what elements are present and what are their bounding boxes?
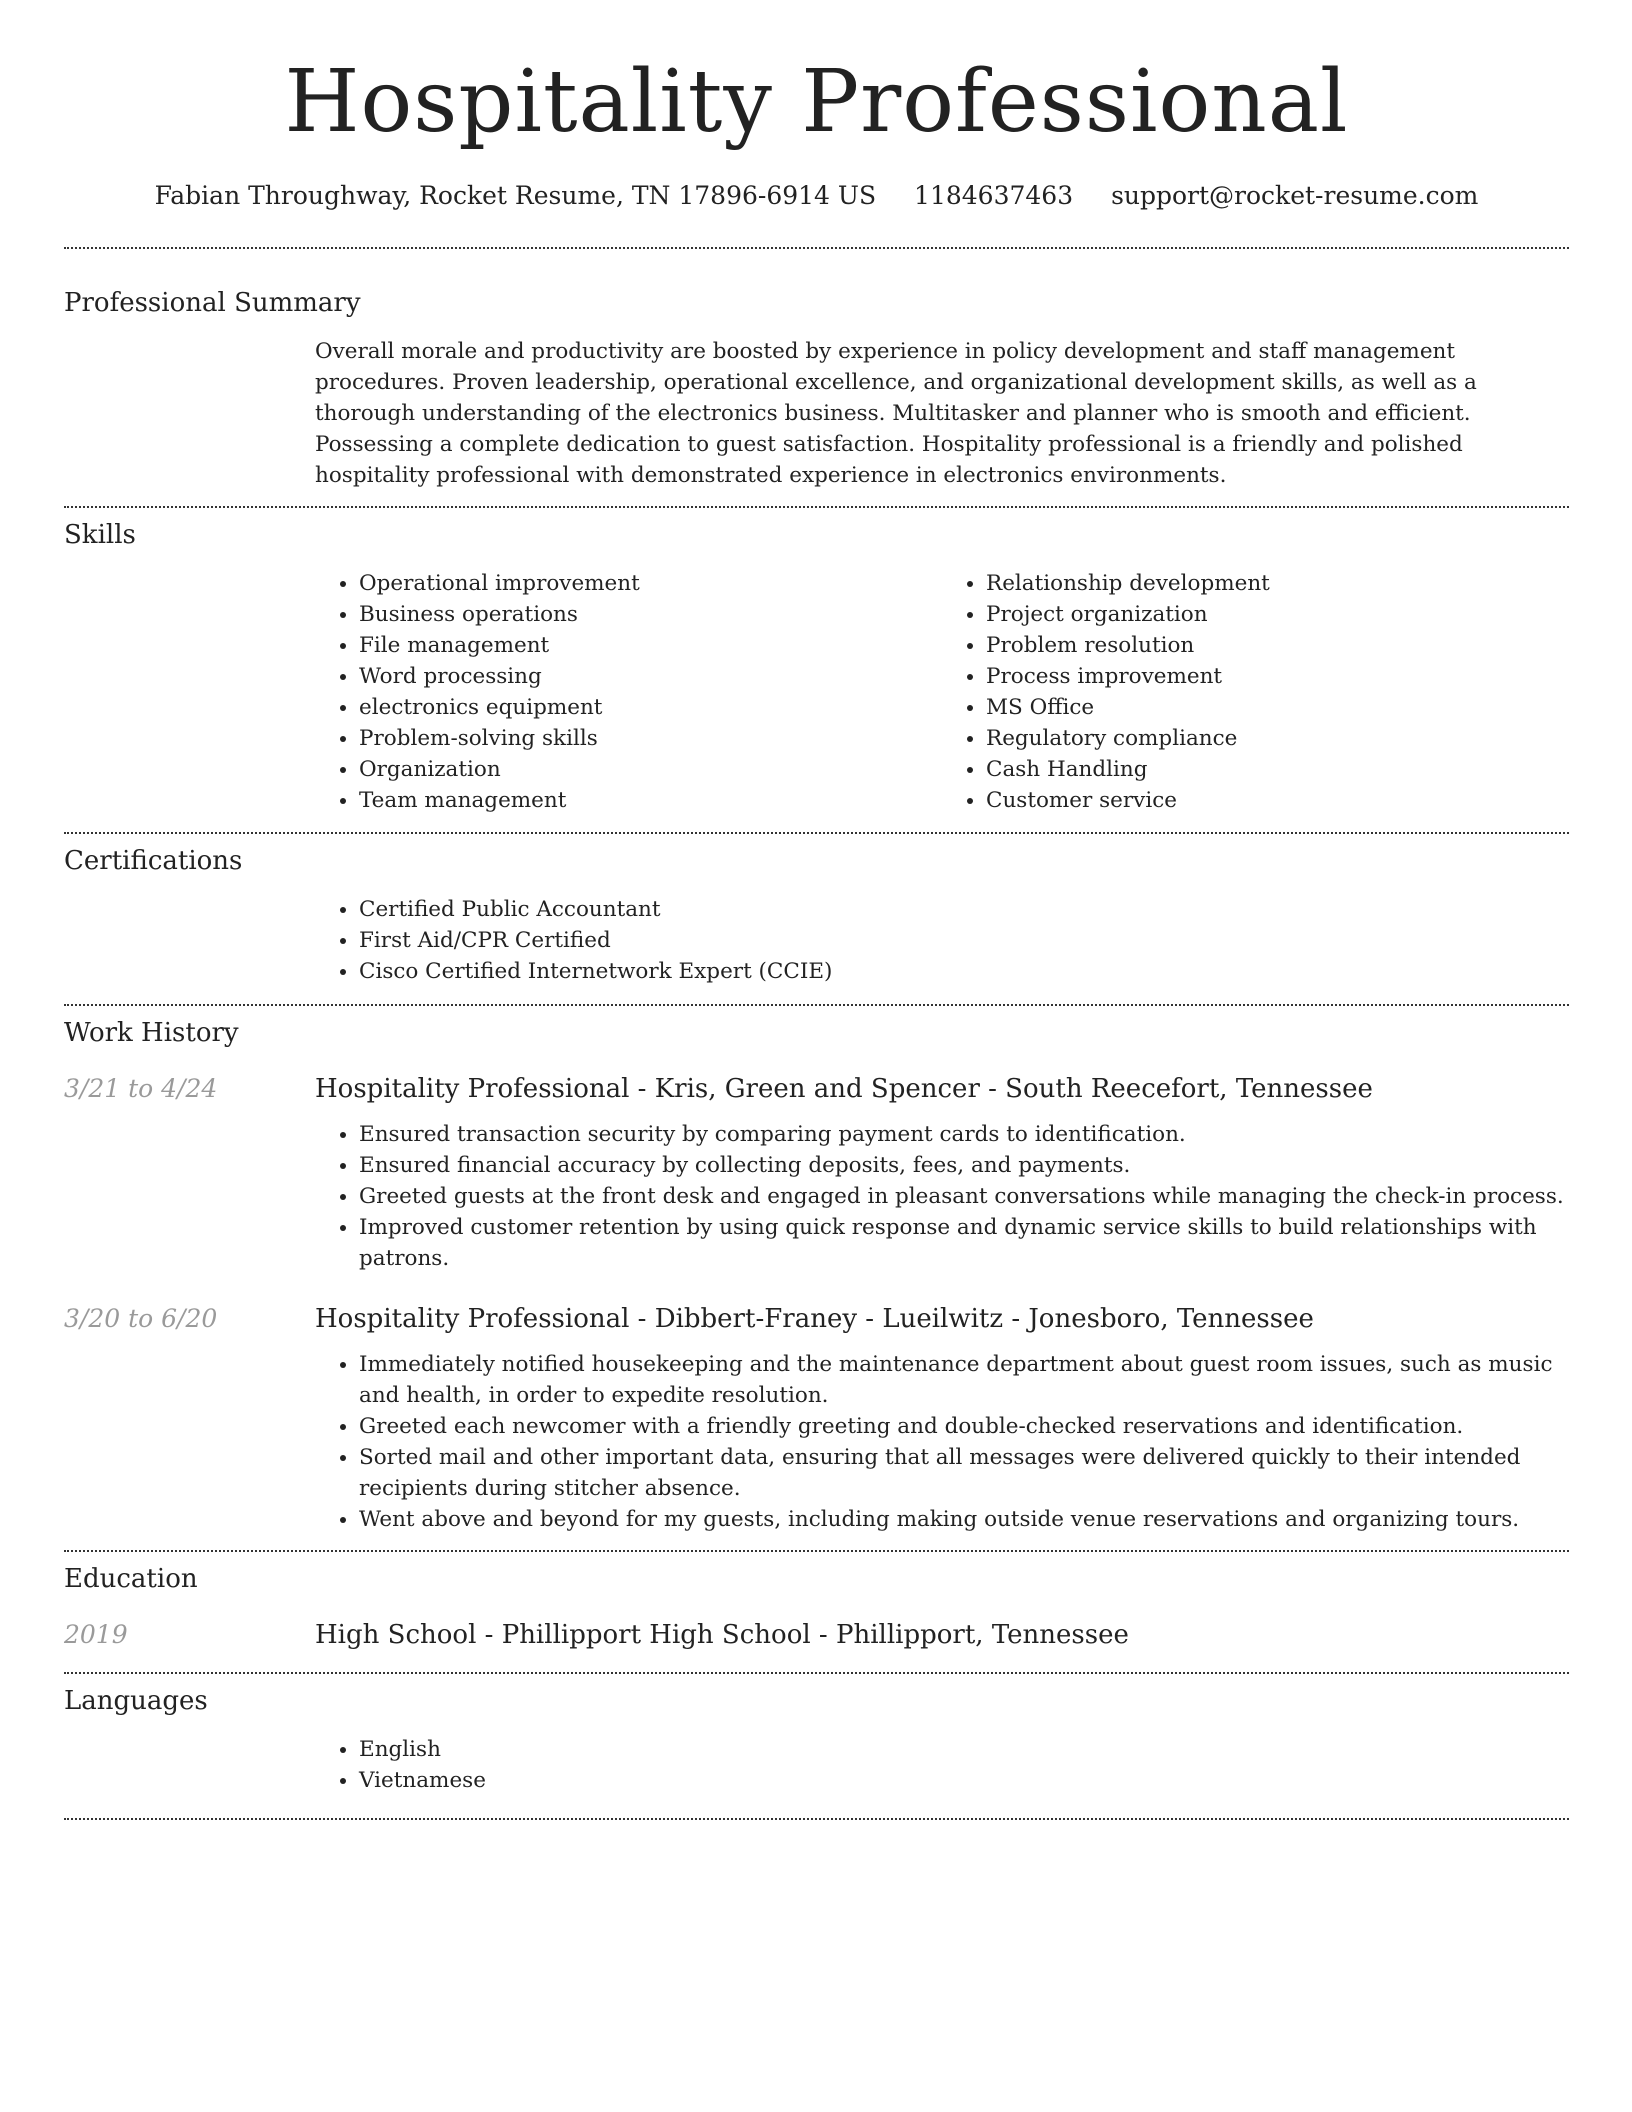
language-item: • English (359, 1734, 1569, 1765)
skill-item: • Team management (359, 785, 942, 816)
job-bullet: • Ensured financial accuracy by collecting deposits, fees, and payments. (359, 1150, 1569, 1181)
divider (64, 1004, 1569, 1006)
skill-item: • Regulatory compliance (986, 723, 1569, 754)
contact-address: Fabian Throughway, Rocket Resume, TN 17896-6914 US (154, 181, 877, 210)
languages-list (315, 1734, 1569, 1796)
certification-item: • Certified Public Accountant (359, 894, 1569, 925)
languages-heading: Languages (64, 1686, 208, 1716)
job-bullet: • Went above and beyond for my guests, including making outside venue reservations and organizing tours. (359, 1504, 1569, 1535)
summary-section (64, 286, 1569, 491)
skill-item: • Problem resolution (986, 630, 1569, 661)
job-bullet: • Improved customer retention by using quick response and dynamic service skills to build relationships with patrons. (359, 1212, 1569, 1274)
skill-item: • Word processing (359, 661, 942, 692)
divider (64, 1672, 1569, 1674)
skill-item: • Relationship development (986, 568, 1569, 599)
job-bullet: • Ensured transaction security by comparing payment cards to identification. (359, 1119, 1569, 1150)
divider (64, 832, 1569, 834)
skill-item: • Organization (359, 754, 942, 785)
contact-line (64, 180, 1569, 212)
job-bullets (315, 1349, 1569, 1535)
job-entry (64, 1302, 1569, 1535)
skill-item: • File management (359, 630, 942, 661)
certifications-section (64, 844, 1569, 987)
certifications-heading: Certifications (64, 846, 243, 876)
skill-item: • Operational improvement (359, 568, 942, 599)
resume-title: Hospitality Professional (284, 52, 1349, 152)
job-bullet: • Greeted guests at the front desk and engaged in pleasant conversations while managing the check-in process. (359, 1181, 1569, 1212)
job-title: Hospitality Professional - Dibbert-Franey - Lueilwitz - Jonesboro, Tennessee (315, 1304, 1314, 1334)
divider (64, 506, 1569, 508)
resume-page (64, 0, 1569, 1820)
skill-item: • Customer service (986, 785, 1569, 816)
skill-item: • Business operations (359, 599, 942, 630)
certifications-list (315, 894, 1569, 987)
skill-item: • Problem-solving skills (359, 723, 942, 754)
divider (64, 247, 1569, 249)
skills-section (64, 518, 1569, 816)
contact-email: support@rocket-resume.com (1111, 181, 1479, 210)
job-bullet: • Immediately notified housekeeping and the maintenance department about guest room issues, such as music and health, in order to expedite resolution. (359, 1349, 1569, 1411)
education-section (64, 1562, 1569, 1652)
education-entry: High School - Phillipport High School - Phillipport, Tennessee (315, 1620, 1129, 1650)
skills-list-right (942, 568, 1569, 816)
skills-heading: Skills (64, 520, 136, 550)
job-bullet: • Greeted each newcomer with a friendly greeting and double-checked reservations and identification. (359, 1411, 1569, 1442)
job-bullet: • Sorted mail and other important data, ensuring that all messages were delivered quickly to their intended recipients during stitcher absence. (359, 1442, 1569, 1504)
certification-item: • First Aid/CPR Certified (359, 925, 1569, 956)
job-dates: 3/20 to 6/20 (64, 1304, 218, 1333)
work-section (64, 1016, 1569, 1535)
job-title: Hospitality Professional - Kris, Green and Spencer - South Reecefort, Tennessee (315, 1074, 1373, 1104)
skill-item: • Process improvement (986, 661, 1569, 692)
education-heading: Education (64, 1564, 198, 1594)
skill-item: • MS Office (986, 692, 1569, 723)
language-item: • Vietnamese (359, 1765, 1569, 1796)
languages-section (64, 1684, 1569, 1796)
work-heading: Work History (64, 1018, 239, 1048)
skill-item: • Cash Handling (986, 754, 1569, 785)
education-year: 2019 (64, 1620, 128, 1649)
job-bullets (315, 1119, 1569, 1274)
skill-item: • electronics equipment (359, 692, 942, 723)
divider (64, 1550, 1569, 1552)
divider (64, 1818, 1569, 1820)
summary-text: Overall morale and productivity are boosted by experience in policy development and staff management procedures. Proven leadership, operational excellence, and organizational development skills, as well as a thorough understanding of the electronics business. Multitasker and planner who is smooth and efficient. Possessing a complete dedication to guest satisfaction. Hospitality professional is a friendly and polished hospitality professional with demonstrated experience in electronics environments. (315, 339, 1477, 488)
skills-list-left (315, 568, 942, 816)
certification-item: • Cisco Certified Internetwork Expert (CCIE) (359, 956, 1569, 987)
summary-heading: Professional Summary (64, 288, 361, 318)
contact-phone: 1184637463 (914, 181, 1074, 210)
skill-item: • Project organization (986, 599, 1569, 630)
job-dates: 3/21 to 4/24 (64, 1074, 218, 1103)
job-entry (64, 1072, 1569, 1274)
